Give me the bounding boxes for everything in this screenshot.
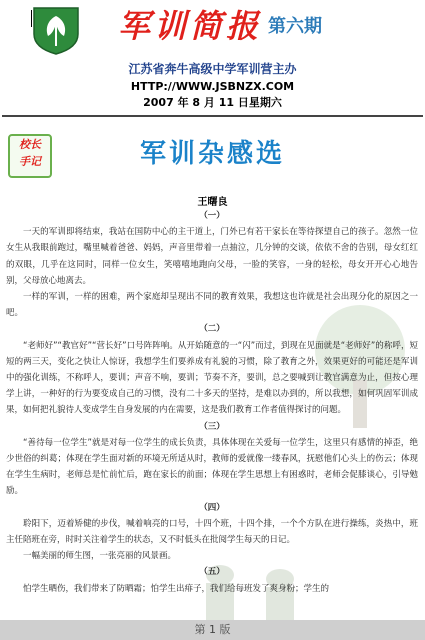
article-body	[6, 208, 418, 597]
article-paragraph: “老师好”“教官好”“营长好”口号阵阵响。从开始随意的一“闪”而过，到现在见面就是“老师好”的称呼，短短的两三天，变化之快让人惊讶，我想学生们要养成有礼貌的习惯，除了教育之外，效果更好的可能还是军训中的强化训练，不称呼人，要训；声音不响，要训；节奏不齐，要训，总之要喊到让教官满意为止，但按心理学上讲，一种好的行为要变成自己的习惯，没有二十多天的坚持，是难以办到的，所以我想，如何巩固军训成果，如何把礼貌待人变成学生自身发展的内在需要，这是我们教育工作者值得探讨的问题。	[6, 340, 418, 416]
article-author: 王曙良	[197, 197, 228, 208]
section-number: （五）	[199, 567, 225, 578]
article-headline: 军训杂感选	[139, 139, 285, 169]
section-number: （一）	[199, 211, 225, 221]
school-logo-icon	[28, 4, 84, 56]
issue-number: 第六期	[268, 16, 322, 37]
page-number: 第 1 版	[194, 623, 231, 636]
article-paragraph: 一幅美丽的师生图，一张亮丽的风景画。	[23, 551, 177, 562]
website-url: HTTP://WWW.JSBNZX.COM	[130, 80, 295, 93]
article-paragraph: “善待每一位学生”就是对每一位学生的成长负责，具体体现在关爱每一位学生，这里只有感情的掉歪，绝少世俗的纠葛；体现在学生面对新的环境无所适从时，教师的爱就像一缕春风，抚慰他们心头上的伤云；体现在学生生病时，老师总是忙前忙后，跑在家长的前面；体现在学生思想上有困惑时，老师会促膝谈心，引导勉励。	[6, 437, 418, 497]
stamp-line-2: 手记	[19, 155, 41, 168]
article-paragraph: 怕学生晒伤，我们带来了防晒霜；怕学生出痱子，我们给每班发了爽身粉；学生的	[23, 583, 330, 594]
article-paragraph: 一天的军训即将结束，我站在国防中心的主干道上，门外已有若干家长在等待探望自己的孩子。忽然一位女生从我眼前跑过，嘴里喊着爸爸、妈妈，声音里带着一点抽泣，几分钟的交谈，依依不舍的告别，母女红红的双眼，几乎在这同时，同样一位女生，笑嘻嘻地跑向父母，一脸的笑容，一身的轻松，母女开开心心地告别，父母放心地离去。	[6, 227, 418, 286]
article-paragraph: 一样的军训，一样的困难，两个家庭却呈现出不同的教育效果，我想这也许就是社会出现分化的原因之一吧。	[6, 292, 418, 319]
organizer-line: 江苏省奔牛高级中学军训营主办	[128, 62, 297, 76]
section-number: （四）	[199, 502, 225, 513]
section-number: （三）	[199, 421, 225, 432]
newsletter-title: 军训简报	[118, 7, 263, 45]
header-divider	[2, 115, 423, 117]
issue-date: 2007 年 8 月 11 日星期六	[143, 96, 282, 109]
section-number: （二）	[199, 324, 225, 335]
article-paragraph: 聆阳下，迈着矫健的步伐，喊着响亮的口号，十四个班，十四个排，一个个方队在进行操练，炎热中，班主任陪班在旁，时时关注着学生的状态，又不时低头在批阅学生每天的日记。	[6, 518, 418, 546]
stamp-line-1: 校长	[19, 138, 41, 151]
